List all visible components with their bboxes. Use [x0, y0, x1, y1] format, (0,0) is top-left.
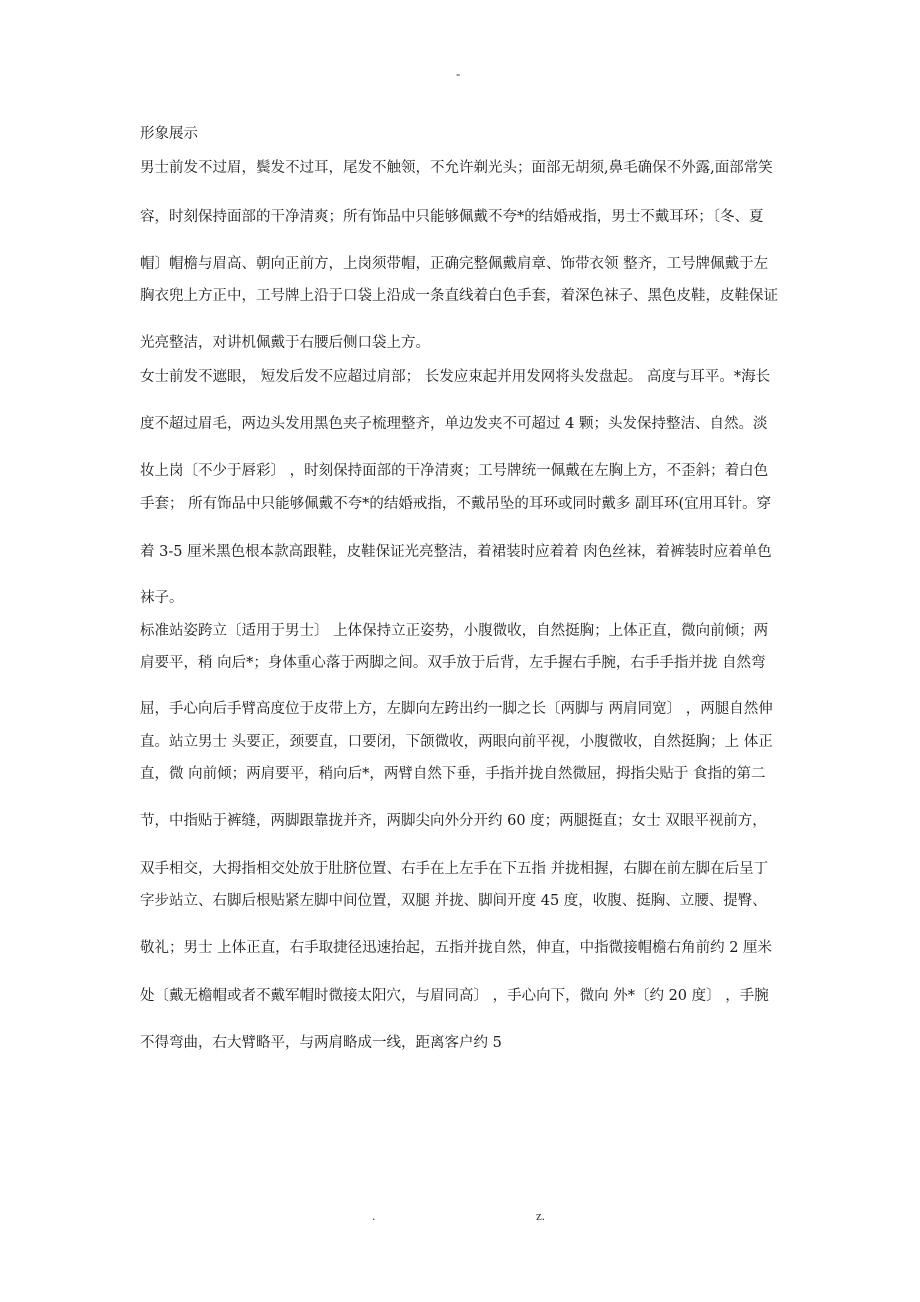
text-line: 不得弯曲，右大臂略平，与两肩略成一线，距离客户约 5 [140, 1035, 502, 1051]
footer-right-mark: z. [536, 1208, 546, 1223]
text-line: 直。站立男士 头要正，颈要直，口要闭，下颌微收，两眼向前平视，小腹微收，自然挺胸；上 体正 [140, 734, 773, 750]
text-line: 胸衣兜上方正中，工号牌上沿于口袋上沿成一条直线着白色手套，着深色袜子、黑色皮鞋，皮鞋保证 [140, 288, 778, 304]
text-line: 帽〕帽檐与眉高、朝向正前方，上岗须带帽，正确完整佩戴肩章、饰带衣领 整齐，工号牌佩戴于左 [140, 256, 769, 272]
text-line: 着 3-5 厘米黑色根本款高跟鞋，皮鞋保证光亮整洁，着裙装时应着着 肉色丝袜，着裤装时应着单色 [140, 544, 772, 560]
header-mark: - [456, 66, 461, 81]
text-line: 袜子。 [140, 590, 184, 606]
text-line: 女士前发不遮眼， 短发后发不应超过肩部； 长发应束起并用发网将头发盘起。 高度与耳平。*海长 [140, 369, 771, 385]
text-line: 节，中指贴于裤缝，两脚跟靠拢并齐，两脚尖向外分开约 60 度；两腿挺直；女士 双眼平视前方， [140, 813, 767, 829]
section-title: 形象展示 [140, 126, 198, 142]
text-line: 度不超过眉毛，两边头发用黑色夹子梳理整齐，单边发夹不可超过 4 颗；头发保持整洁、自然。淡 [140, 416, 768, 432]
text-line: 双手相交，大拇指相交处放于肚脐位置、右手在上左手在下五指 并拢相握，右脚在前左脚在后呈丁 [140, 861, 769, 877]
text-line: 屈，手心向后手臂高度位于皮带上方，左脚向左跨出约一脚之长〔两脚与 两肩同宽〕 ，两腿自然伸 [140, 701, 773, 717]
text-line: 肩要平，稍 向后*；身体重心落于两脚之间。双手放于后背，左手握右手腕，右手手指并拢 自然弯 [140, 655, 766, 671]
text-line: 妆上岗〔不少于唇彩〕 ，时刻保持面部的干净清爽；工号牌统一佩戴在左胸上方，不歪斜；着白色 [140, 463, 769, 479]
text-line: 手套； 所有饰品中只能够佩戴不夸*的结婚戒指，不戴吊坠的耳环或同时戴多 副耳环(宜用耳针。穿 [140, 496, 772, 512]
text-line: 光亮整洁，对讲机佩戴于右腰后侧口袋上方。 [140, 335, 430, 351]
text-line: 标准站姿跨立〔适用于男士〕 上体保持立正姿势，小腹微收，自然挺胸；上体正直，微向前倾；两 [140, 623, 769, 639]
text-line: 敬礼；男士 上体正直，右手取捷径迅速抬起，五指并拢自然，伸直，中指微接帽檐右角前约 2 厘米 [140, 940, 773, 956]
text-line: 处〔戴无檐帽或者不戴军帽时微接太阳穴，与眉同高〕 ，手心向下，微向 外*〔约 20 度〕 ，手腕 [140, 988, 769, 1004]
text-line: 男士前发不过眉，鬓发不过耳，尾发不触领，不允许剃光头；面部无胡须,鼻毛确保不外露,面部常笑 [140, 160, 773, 176]
footer-left-mark: . [372, 1208, 376, 1223]
text-line: 直，微 向前倾；两肩要平，稍向后*，两臂自然下垂，手指并拢自然微屈，拇指尖贴于 食指的第二 [140, 766, 766, 782]
text-line: 字步站立、右脚后根贴紧左脚中间位置，双腿 并拢、脚间开度 45 度，收腹、挺胸、立腰、提臀、 [140, 893, 767, 909]
text-line: 容，时刻保持面部的干净清爽；所有饰品中只能够佩戴不夸*的结婚戒指，男士不戴耳环；〔冬、夏 [140, 209, 764, 225]
